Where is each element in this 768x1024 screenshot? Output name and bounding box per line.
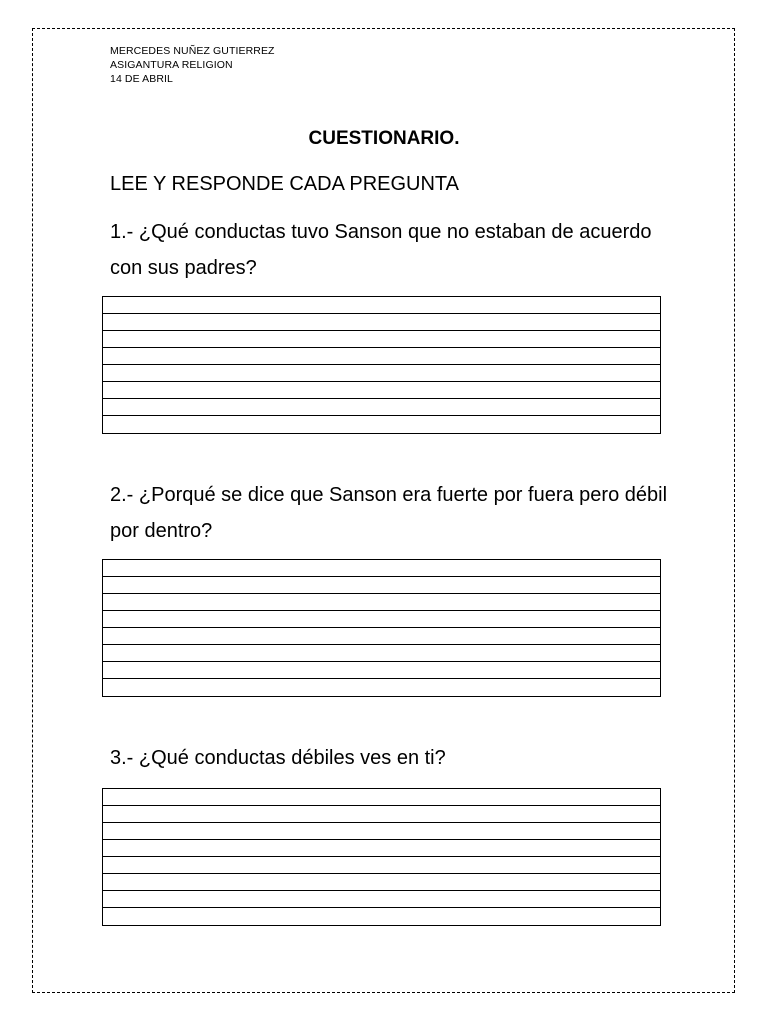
document-date: 14 DE ABRIL [110, 73, 173, 85]
answer-line[interactable] [103, 806, 660, 823]
answer-line[interactable] [103, 679, 660, 696]
answer-line[interactable] [103, 891, 660, 908]
instruction-text: LEE Y RESPONDE CADA PREGUNTA [110, 173, 459, 195]
subject-name: ASIGANTURA RELIGION [110, 59, 233, 71]
answer-line[interactable] [103, 382, 660, 399]
answer-line[interactable] [103, 628, 660, 645]
answer-line[interactable] [103, 645, 660, 662]
answer-line[interactable] [103, 662, 660, 679]
answer-line[interactable] [103, 611, 660, 628]
answer-line[interactable] [103, 560, 660, 577]
document-header [110, 44, 275, 86]
answer-line[interactable] [103, 594, 660, 611]
answer-line[interactable] [103, 874, 660, 891]
student-name: MERCEDES NUÑEZ GUTIERREZ [110, 45, 275, 57]
answer-line[interactable] [103, 823, 660, 840]
answer-line[interactable] [103, 314, 660, 331]
answer-line[interactable] [103, 348, 660, 365]
question-1: 1.- ¿Qué conductas tuvo Sanson que no estaban de acuerdo con sus padres? [110, 221, 652, 279]
answer-line[interactable] [103, 365, 660, 382]
answer-box-3[interactable] [102, 788, 661, 926]
answer-line[interactable] [103, 857, 660, 874]
answer-line[interactable] [103, 297, 660, 314]
answer-line[interactable] [103, 399, 660, 416]
answer-line[interactable] [103, 840, 660, 857]
question-2: 2.- ¿Porqué se dice que Sanson era fuerte por fuera pero débil por dentro? [110, 484, 668, 542]
question-3: 3.- ¿Qué conductas débiles ves en ti? [110, 747, 446, 769]
answer-box-2[interactable] [102, 559, 661, 697]
answer-line[interactable] [103, 416, 660, 433]
page-title [0, 128, 768, 150]
answer-line[interactable] [103, 331, 660, 348]
answer-line[interactable] [103, 789, 660, 806]
answer-line[interactable] [103, 577, 660, 594]
answer-line[interactable] [103, 908, 660, 925]
answer-box-1[interactable] [102, 296, 661, 434]
page-title-text: CUESTIONARIO. [308, 128, 460, 149]
